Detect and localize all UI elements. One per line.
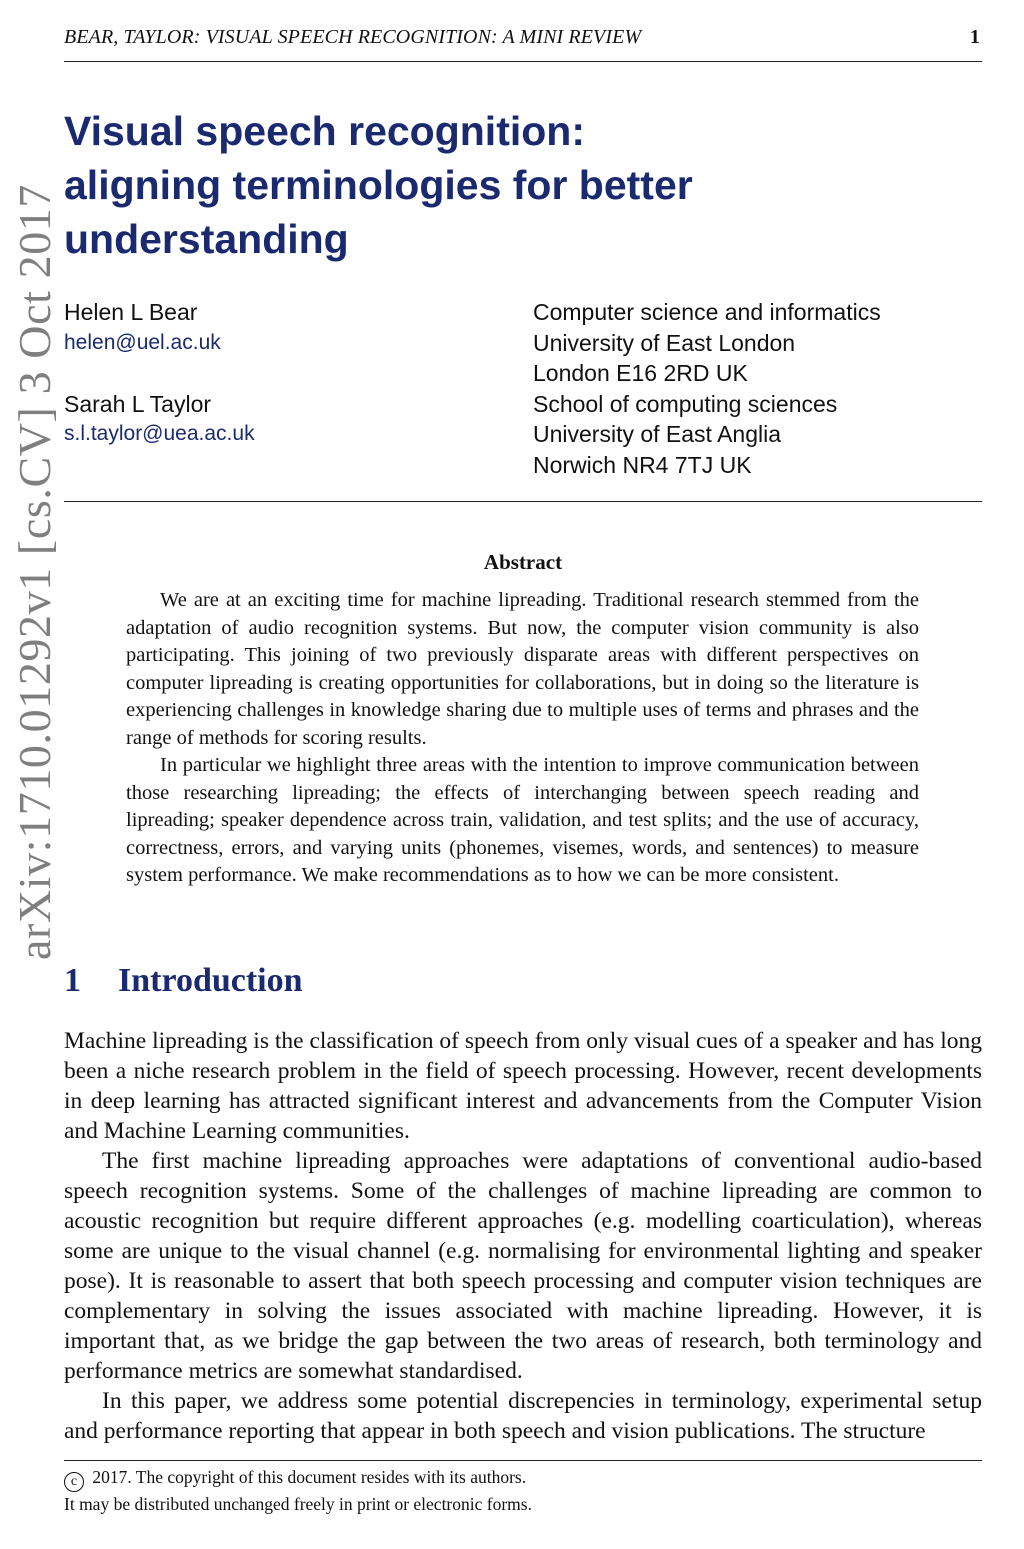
author-rule [64,501,982,502]
section-title: Introduction [118,962,303,999]
section-number: 1 [64,962,81,999]
author-email-link[interactable]: helen@uel.ac.uk [64,330,221,354]
section-heading [64,962,303,1000]
header-rule [64,61,982,62]
footnote-line: 2017. The copyright of this document resides with its authors. [92,1467,527,1487]
page-number: 1 [969,26,980,48]
body-paragraph: In this paper, we address some potential discrepencies in terminology, experimental setup and performance reporting that appear in both speech and vision publications. The structure [64,1388,982,1444]
author-name: Sarah L Taylor [64,390,212,417]
footnote-line: It may be distributed unchanged freely in print or electronic forms. [64,1494,532,1514]
body-paragraph: The first machine lipreading approaches were adaptations of conventional audio-based speech recognition systems. Some of the challenges of machine lipreading are common to acoustic recognition but require different approaches (e.g. modelling coarticulation), whereas some are unique to the visual channel (e.g. normalising for environmental lighting and speaker pose). It is reasonable to assert that both speech processing and computer vision techniques are complementary in solving the issues associated with machine lipreading. However, it is important that, as we bridge the gap between the two areas of research, both terminology and performance metrics are somewhat standardised. [64,1148,982,1384]
running-header [64,26,982,54]
abstract-paragraph: In particular we highlight three areas with the intention to improve communication between those researching lipreading; the effects of interchanging between speech reading and lipreading; speaker dependence across train, validation, and test splits; and the use of accuracy, correctness, errors, and varying units (phonemes, visemes, words, and sentences) to measure system performance. We make recommendations as to how we can be more consistent. [126,754,919,886]
affiliation-line: London E16 2RD UK [533,360,748,386]
author-list [64,297,504,450]
title-line: aligning terminologies for better [64,162,693,208]
affiliation-line: Computer science and informatics [533,299,881,325]
affiliation-list [533,297,983,480]
body-paragraph: Machine lipreading is the classification of speech from only visual cues of a speaker and has long been a niche research problem in the field of speech processing. However, recent developments in deep learning has attracted significant interest and advancements from the Computer Vision and Machine Learning communities. [64,1028,982,1144]
author-name: Helen L Bear [64,299,198,325]
arxiv-stamp[interactable]: arXiv:1710.01292v1 [cs.CV] 3 Oct 2017 [9,184,60,960]
running-title: BEAR, TAYLOR: VISUAL SPEECH RECOGNITION: A MINI REVIEW [64,26,642,48]
abstract-heading: Abstract [483,550,563,574]
title-line: Visual speech recognition: [64,108,585,154]
paper-title [64,104,864,266]
title-line: understanding [64,216,349,262]
introduction-body [64,1026,982,1446]
copyright-footnote [64,1465,982,1516]
abstract-body [126,587,919,890]
copyright-symbol: c [64,1472,84,1492]
affiliation-line: Norwich NR4 7TJ UK [533,451,752,478]
affiliation-line: School of computing sciences [533,390,838,417]
affiliation-line: University of East Anglia [533,421,782,447]
affiliation-line: University of East London [533,329,796,356]
author-email-link[interactable]: s.l.taylor@uea.ac.uk [64,422,255,445]
footnote-rule [64,1460,982,1461]
abstract-paragraph: We are at an exciting time for machine lipreading. Traditional research stemmed from the adaptation of audio recognition systems. But now, the computer vision community is also participating. This joining of two previously disparate areas with different perspectives on computer lipreading is creating opportunities for collaborations, but in doing so the literature is experiencing challenges in knowledge sharing due to multiple uses of terms and phrases and the range of methods for scoring results. [126,589,919,749]
